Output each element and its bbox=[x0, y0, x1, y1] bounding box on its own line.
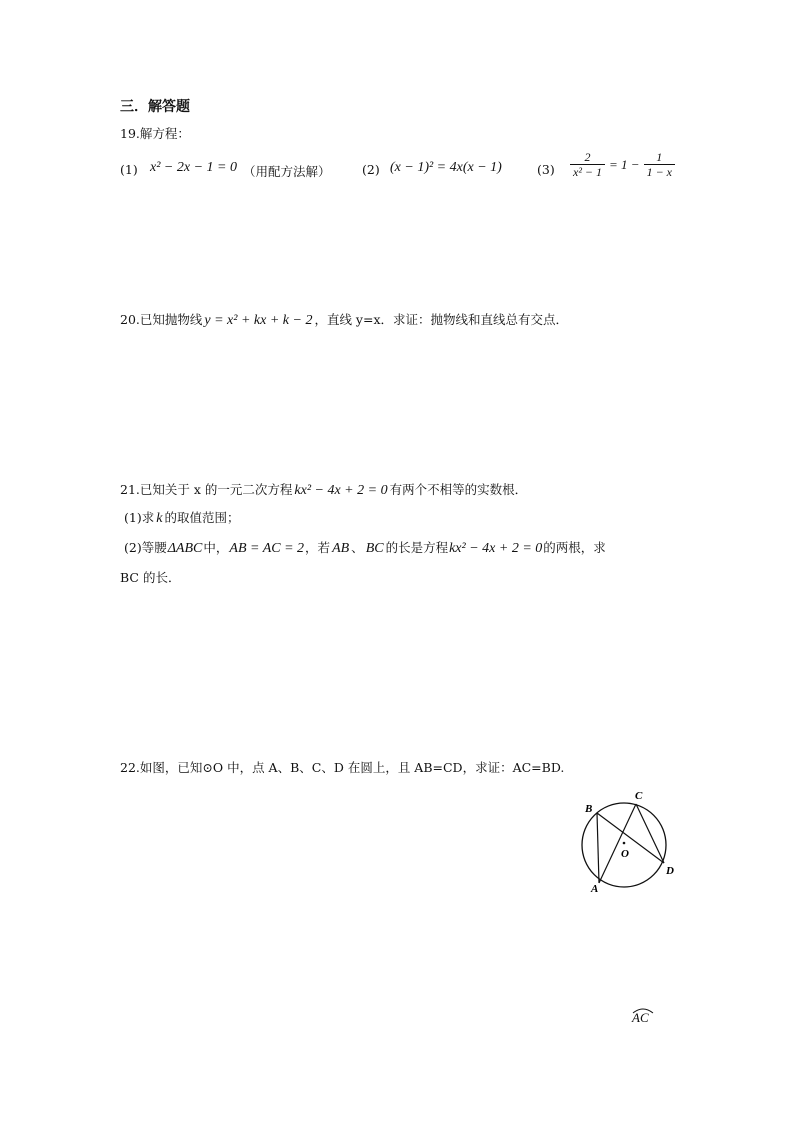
chord-ac bbox=[599, 804, 636, 883]
label-c: C bbox=[635, 790, 643, 802]
q21-part2-f: 的两根，求 bbox=[543, 540, 606, 555]
arc-ac-notation bbox=[630, 1006, 656, 1030]
q21-line bbox=[120, 480, 527, 499]
q20-line bbox=[120, 310, 568, 329]
q20-equation: y = x² + kx + k − 2 bbox=[204, 313, 313, 328]
chord-ab bbox=[597, 813, 599, 883]
label-o: O bbox=[621, 848, 629, 860]
q21-suffix: 有两个不相等的实数根． bbox=[389, 482, 528, 497]
section-title: 三．解答题 bbox=[120, 99, 190, 115]
q21-part2-condition: AB = AC = 2 bbox=[229, 541, 305, 556]
q21-part2-b: 中， bbox=[203, 540, 229, 555]
q19-part1-note: （用配方法解） bbox=[243, 164, 331, 179]
q21-part2-triangle: ΔABC bbox=[167, 541, 203, 556]
circle-diagram bbox=[570, 785, 690, 900]
chord-bd bbox=[597, 813, 664, 863]
q19-part3-rhs-numerator: 1 bbox=[656, 150, 663, 164]
q21-part2-bc: BC bbox=[365, 541, 384, 556]
q20-prefix: 20.已知抛物线 bbox=[120, 312, 203, 327]
circle-o bbox=[582, 803, 666, 887]
q21-part2-c: ，若 bbox=[305, 540, 331, 555]
q21-part2-ab: AB bbox=[332, 541, 350, 556]
q21-equation: kx² − 4x + 2 = 0 bbox=[294, 483, 388, 498]
q19-part1-label: (1) bbox=[120, 162, 138, 177]
q21-part1 bbox=[124, 508, 239, 527]
q20-suffix: ，直线 y=x．求证：抛物线和直线总有交点． bbox=[314, 312, 569, 327]
q22-text: 22.如图，已知⊙O 中，点 A、B、C、D 在圆上，且 AB=CD，求证：AC=BD. bbox=[120, 760, 565, 775]
q19-title: 19.解方程： bbox=[120, 126, 190, 141]
q21-part1-prefix: (1)求 bbox=[124, 510, 155, 525]
label-d: D bbox=[666, 865, 674, 877]
q19-part3-lhs-denominator: x² − 1 bbox=[570, 164, 605, 179]
center-point bbox=[623, 842, 626, 845]
q21-part2 bbox=[124, 538, 606, 557]
q21-prefix: 21.已知关于 x 的一元二次方程 bbox=[120, 482, 293, 497]
q19-part3-lhs-numerator: 2 bbox=[584, 150, 591, 164]
label-b: B bbox=[585, 803, 593, 815]
q19-part3-label: (3) bbox=[537, 162, 555, 177]
q19-part3-rhs-fraction bbox=[644, 150, 675, 179]
arc-ac-text: AC bbox=[632, 1010, 649, 1025]
q19-part1-equation: x² − 2x − 1 = 0 bbox=[150, 160, 237, 175]
q19-part2-label: (2) bbox=[362, 162, 380, 177]
q21-part2-equation: kx² − 4x + 2 = 0 bbox=[449, 541, 543, 556]
q21-part2-e: 的长是方程 bbox=[385, 540, 449, 555]
q21-part1-suffix: 的取值范围； bbox=[164, 510, 240, 525]
q19-part2-equation: (x − 1)² = 4x(x − 1) bbox=[390, 160, 502, 175]
q19-part3-lhs-fraction bbox=[570, 150, 605, 179]
q21-part1-var: k bbox=[156, 511, 163, 526]
q19-part3-rhs-denominator: 1 − x bbox=[644, 164, 675, 179]
q19-part3-middle: = 1 − bbox=[609, 156, 640, 172]
q21-part2-a: (2)等腰 bbox=[124, 540, 167, 555]
chord-cd bbox=[636, 804, 664, 863]
q21-part2-d: 、 bbox=[351, 540, 364, 555]
q21-part2-line2: BC 的长． bbox=[120, 570, 181, 585]
label-a: A bbox=[591, 883, 599, 895]
q19-part3-equation bbox=[570, 150, 675, 179]
